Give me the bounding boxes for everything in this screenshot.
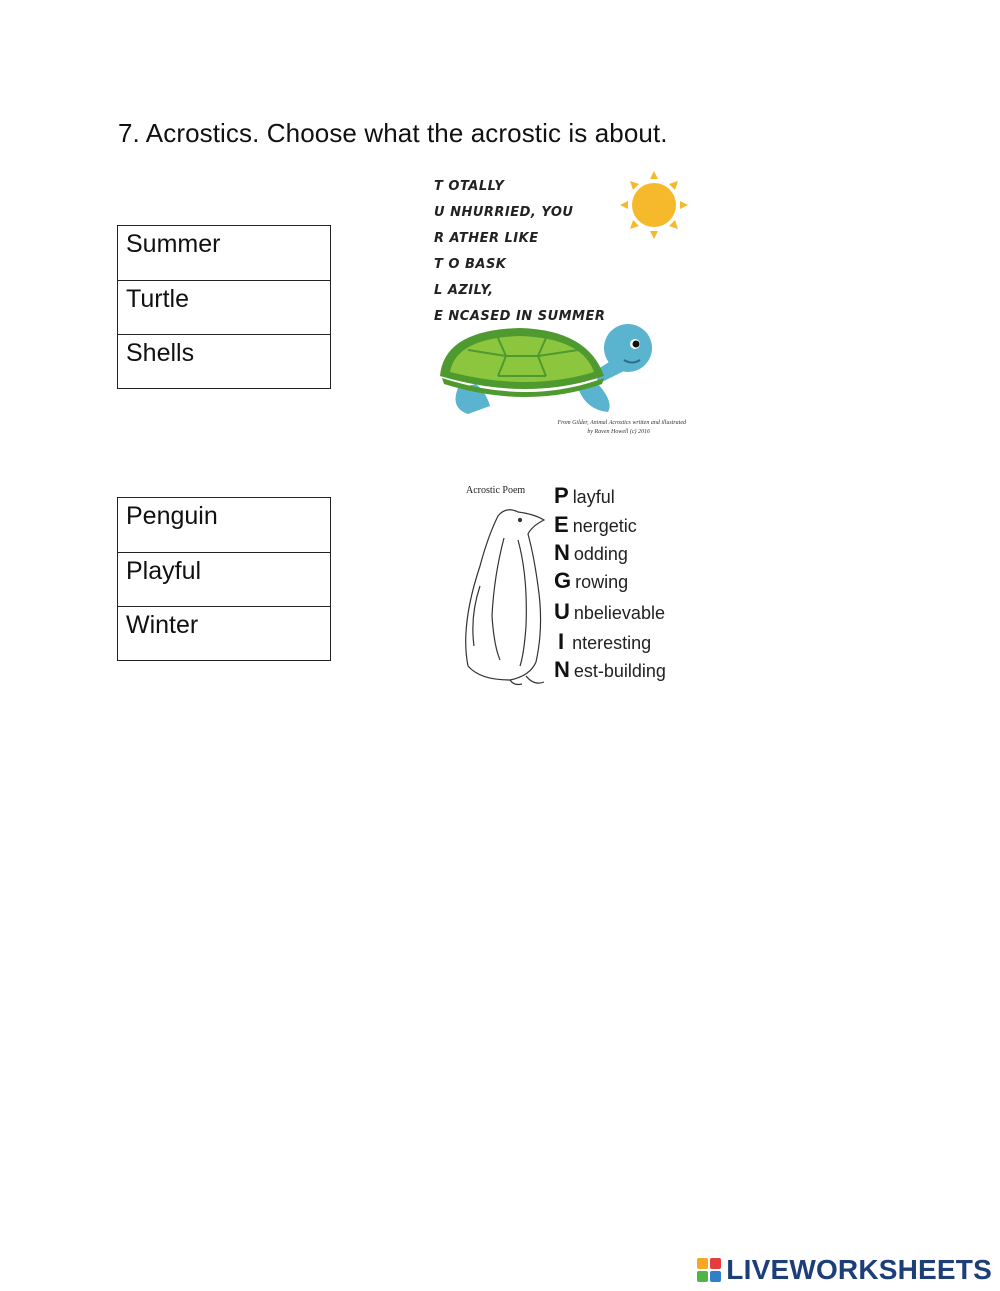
penguin-poem-line: P layful bbox=[554, 483, 615, 508]
answer-option-turtle[interactable]: Turtle bbox=[118, 280, 330, 334]
turtle-poem-line: U NHURRIED, YOU bbox=[434, 205, 574, 220]
answer-option-summer[interactable]: Summer bbox=[126, 230, 221, 258]
question-title: 7. Acrostics. Choose what the acrostic is about. bbox=[118, 118, 668, 148]
penguin-poem-line: N odding bbox=[554, 540, 628, 565]
turtle-poem-lines bbox=[434, 179, 605, 324]
turtle-icon bbox=[440, 324, 652, 414]
penguin-poem-line: U nbelievable bbox=[554, 599, 665, 624]
answer-option-penguin[interactable]: Penguin bbox=[126, 502, 218, 530]
sun-icon bbox=[620, 171, 688, 239]
answer-options-group-2 bbox=[117, 497, 331, 661]
penguin-poem-title: Acrostic Poem bbox=[466, 485, 526, 496]
answer-options-group-1 bbox=[117, 225, 331, 389]
turtle-poem-line: L AZILY, bbox=[434, 283, 494, 298]
turtle-poem-line: R ATHER LIKE bbox=[434, 231, 539, 246]
turtle-image-credit: From Gilder, Animal Acrostics written and illustrated bbox=[557, 420, 686, 426]
penguin-poem-line: G rowing bbox=[554, 568, 629, 593]
penguin-acrostic-image bbox=[440, 476, 692, 690]
penguin-poem-line: E nergetic bbox=[554, 512, 637, 537]
liveworksheets-logo-text: LIVEWORKSHEETS bbox=[726, 1254, 992, 1285]
penguin-poem-line: N est-building bbox=[554, 657, 666, 682]
liveworksheets-logo-icon bbox=[696, 1257, 722, 1283]
penguin-poem-line: I nteresting bbox=[558, 629, 652, 654]
turtle-poem-line: E NCASED IN SUMMER bbox=[434, 309, 606, 324]
penguin-poem-lines bbox=[554, 483, 666, 682]
penguin-icon bbox=[466, 510, 544, 685]
liveworksheets-logo bbox=[696, 1254, 992, 1286]
turtle-acrostic-image bbox=[428, 170, 692, 440]
answer-option-winter[interactable]: Winter bbox=[118, 606, 330, 660]
turtle-poem-line: T O BASK bbox=[434, 257, 507, 272]
answer-option-playful[interactable]: Playful bbox=[118, 552, 330, 606]
answer-option-shells[interactable]: Shells bbox=[118, 334, 330, 388]
turtle-image-credit: by Raven Howell (c) 2016 bbox=[587, 429, 650, 435]
turtle-poem-line: T OTALLY bbox=[434, 179, 505, 194]
